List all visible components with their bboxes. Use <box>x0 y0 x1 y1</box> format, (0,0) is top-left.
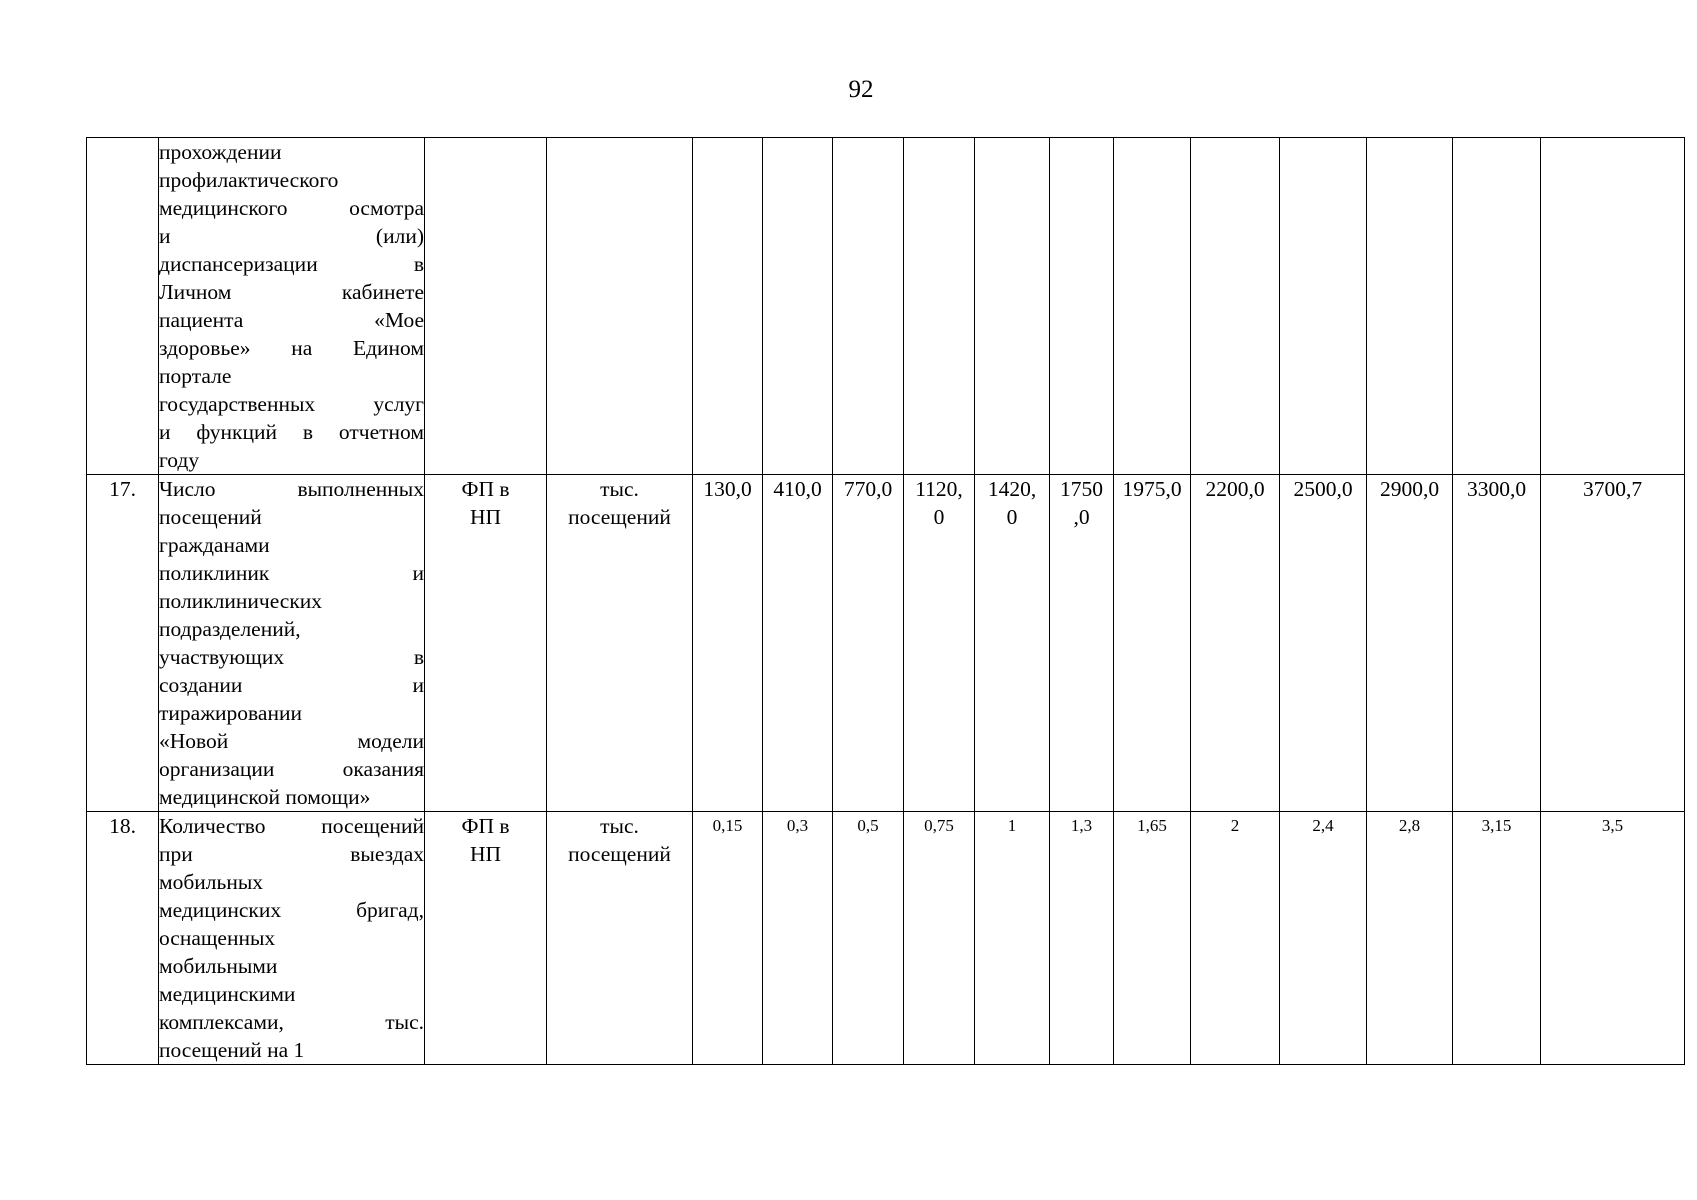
value-text: 0 <box>1006 505 1018 529</box>
value-cell <box>693 812 763 1065</box>
value-cell <box>1114 812 1191 1065</box>
value-cell <box>904 138 975 475</box>
value-cell <box>1114 475 1191 812</box>
value-cell <box>693 138 763 475</box>
value-text: 1,65 <box>1137 816 1167 835</box>
value-text: 1975,0 <box>1122 477 1182 501</box>
description-line: прохождении <box>159 140 282 164</box>
value-cell <box>1114 138 1191 475</box>
indicator-source <box>425 138 547 475</box>
value-text: 0 <box>933 505 945 529</box>
description-line: медицинских бригад, <box>159 898 424 922</box>
value-text: 2500,0 <box>1293 477 1353 501</box>
unit-line: посещений <box>568 505 671 529</box>
value-cell <box>763 475 833 812</box>
row-number: 18. <box>87 812 159 1065</box>
value-cell <box>975 138 1050 475</box>
description-line: оснащенных <box>159 926 276 950</box>
value-cell <box>975 475 1050 812</box>
description-line: посещений <box>159 505 262 529</box>
value-text: 130,0 <box>703 477 752 501</box>
value-text: 2,8 <box>1398 816 1421 835</box>
row-number <box>87 138 159 475</box>
description-line: и функций в отчетном <box>159 420 424 444</box>
value-text: 410,0 <box>773 477 822 501</box>
description-line: поликлиник и <box>159 561 424 585</box>
value-cell <box>904 812 975 1065</box>
description-line: диспансеризации в <box>159 252 424 276</box>
value-cell <box>1541 475 1685 812</box>
unit-line: тыс. <box>600 814 639 838</box>
table-row <box>87 475 1685 812</box>
description-line: тиражировании <box>159 701 302 725</box>
description-line: поликлинических <box>159 589 323 613</box>
value-cell <box>1050 812 1114 1065</box>
value-cell <box>1191 812 1280 1065</box>
indicators-table <box>86 137 1685 1065</box>
value-text: 1420, <box>987 477 1037 501</box>
value-text: 1120, <box>915 477 963 501</box>
value-text: 3,5 <box>1601 816 1624 835</box>
source-line: ФП в <box>461 477 510 501</box>
value-cell <box>1050 138 1114 475</box>
description-line: мобильных <box>159 870 264 894</box>
indicator-description <box>159 812 425 1065</box>
value-cell <box>693 475 763 812</box>
value-cell <box>1453 475 1541 812</box>
value-text: 1 <box>1007 816 1017 835</box>
value-text: ,0 <box>1073 505 1090 529</box>
value-cell <box>1541 812 1685 1065</box>
source-line: ФП в <box>461 814 510 838</box>
value-cell <box>904 475 975 812</box>
description-line: Число выполненных <box>159 477 424 501</box>
description-line: медицинского осмотра <box>159 196 424 220</box>
value-text: 2,4 <box>1312 816 1334 835</box>
value-cell <box>1541 138 1685 475</box>
description-line: создании и <box>159 673 424 697</box>
value-cell <box>1367 138 1453 475</box>
value-cell <box>763 812 833 1065</box>
value-cell <box>1280 812 1367 1065</box>
value-cell <box>1367 475 1453 812</box>
table-row <box>87 812 1685 1065</box>
value-text: 0,75 <box>924 816 954 835</box>
value-cell <box>1453 812 1541 1065</box>
source-line: НП <box>469 842 502 866</box>
description-line: подразделений, <box>159 617 301 641</box>
value-cell <box>1280 475 1367 812</box>
unit-line: тыс. <box>600 477 639 501</box>
value-cell <box>1191 475 1280 812</box>
value-text: 3300,0 <box>1466 477 1527 501</box>
description-line: участвующих в <box>159 645 424 669</box>
indicator-description <box>159 475 425 812</box>
description-line: Личном кабинете <box>159 280 424 304</box>
description-line: пациента «Мое <box>159 308 424 332</box>
value-cell <box>1050 475 1114 812</box>
value-cell <box>833 138 904 475</box>
indicator-unit <box>547 812 693 1065</box>
value-text: 2900,0 <box>1379 477 1440 501</box>
row-number: 17. <box>87 475 159 812</box>
table-row <box>87 138 1685 475</box>
value-text: 2200,0 <box>1205 477 1265 501</box>
value-text: 1,3 <box>1070 816 1093 835</box>
description-line: при выездах <box>159 842 424 866</box>
description-line: государственных услуг <box>159 392 424 416</box>
indicator-source <box>425 475 547 812</box>
value-cell <box>975 812 1050 1065</box>
value-cell <box>833 812 904 1065</box>
value-cell <box>763 138 833 475</box>
value-cell <box>1367 812 1453 1065</box>
description-line: профилактического <box>159 168 339 192</box>
description-line: портале <box>159 364 232 388</box>
indicator-description <box>159 138 425 475</box>
value-text: 3,15 <box>1481 816 1512 835</box>
description-line: году <box>159 448 200 472</box>
value-cell <box>1191 138 1280 475</box>
description-line: медицинской помощи» <box>159 785 371 809</box>
indicator-unit <box>547 138 693 475</box>
description-line: организации оказания <box>159 757 424 781</box>
value-text: 0,3 <box>786 816 809 835</box>
value-text: 2 <box>1230 816 1240 835</box>
description-line: Количество посещений <box>159 814 424 838</box>
value-cell <box>1280 138 1367 475</box>
source-line: НП <box>469 505 502 529</box>
indicator-source <box>425 812 547 1065</box>
value-text: 0,15 <box>712 816 743 835</box>
unit-line: посещений <box>568 842 671 866</box>
value-text: 1750 <box>1060 477 1103 501</box>
value-text: 3700,7 <box>1582 477 1643 501</box>
value-cell <box>1453 138 1541 475</box>
value-text: 770,0 <box>843 477 893 501</box>
value-text: 0,5 <box>857 816 879 835</box>
description-line: «Новой модели <box>159 729 424 753</box>
description-line: и (или) <box>159 224 424 248</box>
page-number: 92 <box>848 76 874 103</box>
description-line: здоровье» на Едином <box>159 336 424 360</box>
description-line: посещений на 1 <box>159 1038 305 1062</box>
description-line: медицинскими <box>159 982 296 1006</box>
description-line: мобильными <box>159 954 278 978</box>
value-cell <box>833 475 904 812</box>
description-line: гражданами <box>159 533 270 557</box>
description-line: комплексами, тыс. <box>159 1010 424 1034</box>
indicator-unit <box>547 475 693 812</box>
